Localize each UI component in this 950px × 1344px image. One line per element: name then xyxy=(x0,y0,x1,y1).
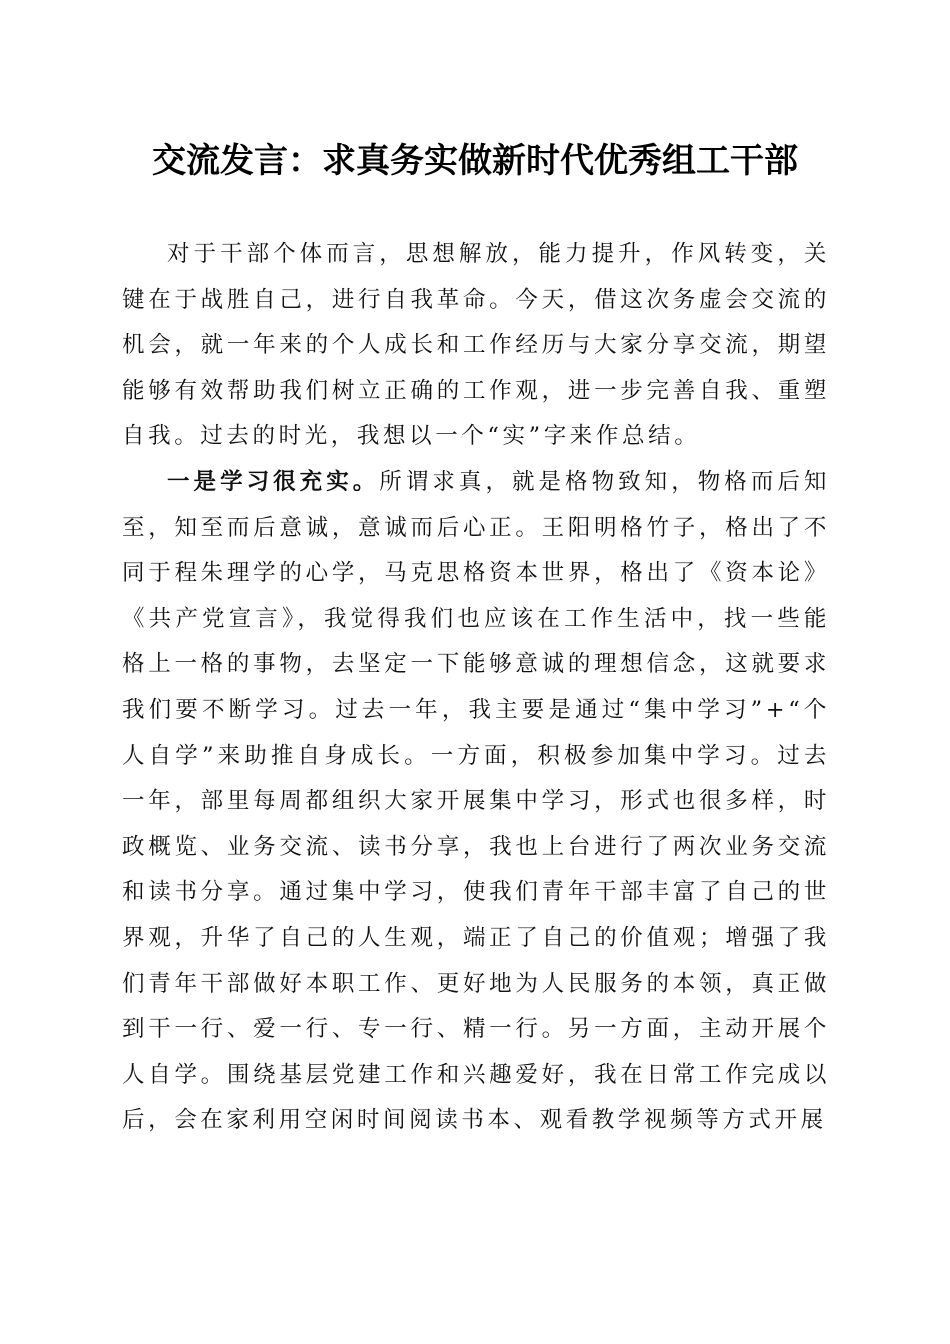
paragraph-intro xyxy=(122,232,830,460)
paragraph-study-text: 所谓求真，就是格物致知，物格而后知至，知至而后意诚，意诚而后心正。王阳明格竹子，格出了不同于程朱理学的心学，马克思格资本世界，格出了《资本论》《共产党宣言》，我觉得我们也应该在工作生活中，找一些能格上一格的事物，去坚定一下能够意诚的理想信念，这就要求我们要不断学习。过去一年，我主要是通过“集中学习”+“个人自学”来助推自身成长。一方面，积极参加集中学习。过去一年，部里每周都组织大家开展集中学习，形式也很多样，时政概览、业务交流、读书分享，我也上台进行了两次业务交流和读书分享。通过集中学习，使我们青年干部丰富了自己的世界观，升华了自己的人生观，端正了自己的价值观；增强了我们青年干部做好本职工作、更好地为人民服务的本领，真正做到干一行、爱一行、专一行、精一行。另一方面，主动开展个人自学。围绕基层党建工作和兴趣爱好，我在日常工作完成以后，会在家利用空闲时间阅读书本、观看教学视频等方式开展 xyxy=(122,468,830,1134)
paragraph-study-lead: 一是学习很充实。 xyxy=(167,468,380,495)
document-title: 交流发言：求真务实做新时代优秀组工干部 xyxy=(152,141,798,181)
document-body xyxy=(122,232,830,1144)
paragraph-study xyxy=(122,460,830,1144)
paragraph-intro-text: 对于干部个体而言，思想解放，能力提升，作风转变，关键在于战胜自己，进行自我革命。今天，借这次务虚会交流的机会，就一年来的个人成长和工作经历与大家分享交流，期望能够有效帮助我们树立正确的工作观，进一步完善自我、重塑自我。过去的时光，我想以一个“实”字来作总结。 xyxy=(122,241,830,450)
